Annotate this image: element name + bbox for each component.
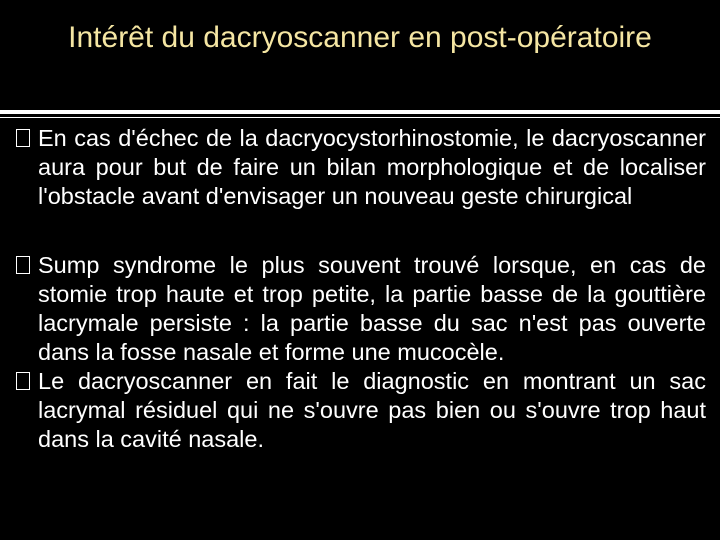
bullet-text: Le dacryoscanner en fait le diagnostic en montrant un sac lacrymal résiduel qui ne s'ouvre pas bien ou s'ouvre trop haut dans la cavité nasale. <box>38 368 706 452</box>
bullet-item <box>16 124 706 211</box>
bullet-box-icon <box>16 256 30 274</box>
title-divider-thin <box>0 117 720 118</box>
bullet-text: Sump syndrome le plus souvent trouvé lorsque, en cas de stomie trop haute et trop petite, la partie basse de la gouttière lacrymale persiste : la partie basse du sac n'est pas ouverte dans la fosse nasale et forme une mucocèle. <box>38 252 706 365</box>
bullet-box-icon <box>16 372 30 390</box>
bullet-item <box>16 251 706 367</box>
bullet-box-icon <box>16 129 30 147</box>
bullet-item <box>16 367 706 454</box>
title-divider-thick <box>0 110 720 114</box>
bullet-text: En cas d'échec de la dacryocystorhinostomie, le dacryoscanner aura pour but de faire un bilan morphologique et de localiser l'obstacle avant d'envisager un nouveau geste chirurgical <box>38 125 706 209</box>
bullet-list-1 <box>16 124 706 211</box>
slide-title: Intérêt du dacryoscanner en post-opératoire <box>68 21 652 54</box>
bullet-list-2 <box>16 251 706 454</box>
